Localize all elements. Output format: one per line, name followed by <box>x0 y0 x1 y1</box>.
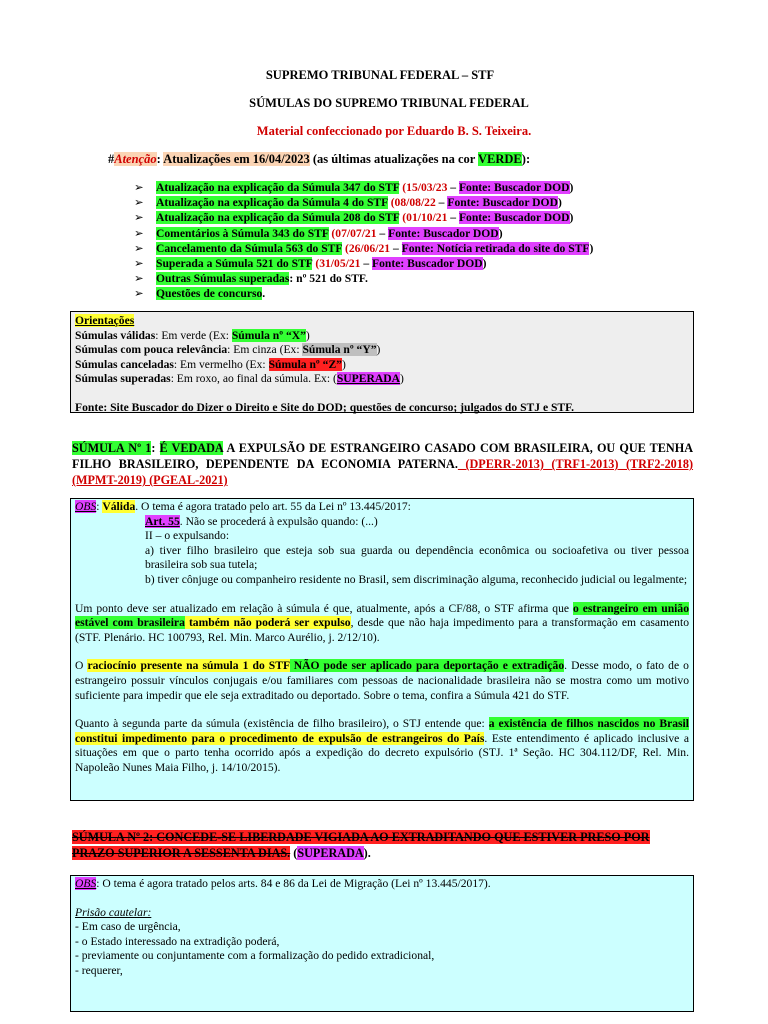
paragraph: O raciocínio presente na súmula 1 do STF NÃO pode ser aplicado para deportação e extradição. Desse modo, o fato de o estrangeiro possuir vínculos conjugais e/ou familiares com pessoas de nacionalidade brasileira não se mostra como um motivo suficiente para impedir que ele seja extraditado ou deportado. Sobre o tema, confira a Súmula 421 do STF. <box>75 659 689 702</box>
paragraph: Quanto à segunda parte da súmula (existência de filho brasileiro), o STJ entende que: a existência de filhos nascidos no Brasil constitui impedimento para o procedimento de expulsão de estrangeiros do País. Este entendimento é aplicado inclusive a situações em que o parto tenha ocorrido após a expedição do decreto expulsório (STJ. 1ª Seção. HC 304.112/DF, Rel. Min. Napoleão Nunes Maia Filho, j. 14/10/2015). <box>75 717 689 774</box>
legend-low: Súmulas com pouca relevância: Em cinza (Ex: Súmula nº “Y”) <box>75 343 381 357</box>
valid-badge: Válida <box>102 500 136 513</box>
list-item: ➢ Superada a Súmula 521 do STF (31/05/21 – Fonte: Buscador DOD) <box>134 257 487 271</box>
list-item: - requerer, <box>75 963 123 977</box>
list-item: ➢ Questões de concurso. <box>134 287 266 301</box>
legend-valid: Súmulas válidas: Em verde (Ex: Súmula nº “X”) <box>75 328 310 342</box>
list-item: ➢ Cancelamento da Súmula 563 do STF (26/06/21 – Fonte: Notícia retirada do site do STF) <box>134 241 594 255</box>
list-item: - o Estado interessado na extradição poderá, <box>75 934 280 948</box>
prison-title: Prisão cautelar: <box>75 905 152 919</box>
updates-list <box>134 180 593 302</box>
list-item: ➢ Atualização na explicação da Súmula 4 do STF (08/08/22 – Fonte: Buscador DOD) <box>134 196 562 210</box>
author-credit: Material confeccionado por Eduardo B. S. Teixeira. <box>256 124 532 138</box>
sumula-1-notes: OBS: Válida. O tema é agora tratado pelo art. 55 da Lei nº 13.445/2017: Art. 55. Não se procederá à expulsão quando: (...) II – o expulsando: a) tiver filho brasileiro que esteja sob sua guarda ou dependência econômica ou socioafetiva ou tiver pessoa brasileira sob sua tutela; b) tiver cônjuge ou companheiro residente no Brasil, sem discriminação alguma, reconhecido judicial ou legalmente; Um ponto deve ser atualizado em relação à súmula é que, atualmente, após a CF/88, o STF afirma que o estrangeiro em união estável com brasileira também não poderá ser expulso, desde que não haja impedimento para a transformação em casamento (STF. Plenário. HC 100793, Rel. Min. Marco Aurélio, j. 2/12/10). O raciocínio presente na súmula 1 do STF NÃO pode ser aplicado para deportação e extradição. Desse modo, o fato de o estrangeiro possuir vínculos conjugais e/ou familiares com pessoas de nacionalidade brasileira não se mostra como um motivo suficiente para impedir que ele seja extraditado ou deportado. Sobre o tema, confira a Súmula 421 do STF. Quanto à segunda parte da súmula (existência de filho brasileiro), o STJ entende que: a existência de filhos nascidos no Brasil constitui impedimento para o procedimento de expulsão de estrangeiros do País. Este entendimento é aplicado inclusive a situações em que o parto tenha ocorrido após a expedição do decreto expulsório (STJ. 1ª Seção. HC 304.112/DF, Rel. Min. Napoleão Nunes Maia Filho, j. 14/10/2015). <box>70 498 694 801</box>
arrow-bullet-icon: ➢ <box>134 241 144 255</box>
arrow-bullet-icon: ➢ <box>134 181 144 194</box>
arrow-bullet-icon: ➢ <box>134 226 144 240</box>
list-item: ➢ Atualização na explicação da Súmula 347 do STF (15/03/23 – Fonte: Buscador DOD) <box>134 181 574 194</box>
exam-tag: (MPMT-2019) <box>72 473 147 487</box>
sumula-1-heading: SÚMULA Nº 1: É VEDADA A EXPULSÃO DE ESTRANGEIRO CASADO COM BRASILEIRA, OU QUE TENHA FILHO BRASILEIRO, DEPENDENTE DA ECONOMIA PATERNA. (DPERR-2013) (TRF1-2013) (TRF2-2018) (MPMT-2019) (PGEAL-2021) <box>72 441 694 487</box>
paragraph: Um ponto deve ser atualizado em relação à súmula é que, atualmente, após a CF/88, o STF afirma que o estrangeiro em união estável com brasileira também não poderá ser expulso, desde que não haja impedimento para a transformação em casamento (STF. Plenário. HC 100793, Rel. Min. Marco Aurélio, j. 2/12/10). <box>75 601 689 644</box>
arrow-bullet-icon: ➢ <box>134 211 144 225</box>
document-subtitle: SÚMULAS DO SUPREMO TRIBUNAL FEDERAL <box>249 96 529 110</box>
arrow-bullet-icon: ➢ <box>134 257 144 271</box>
exam-tag: (DPERR-2013) <box>457 457 544 471</box>
color-verde: VERDE <box>478 152 522 166</box>
update-date: Atualizações em 16/04/2023 <box>163 152 310 166</box>
obs-label: OBS <box>75 877 97 890</box>
list-item: ➢ Outras Súmulas superadas: nº 521 do STF. <box>134 272 368 286</box>
sumula-2-notes: OBS: O tema é agora tratado pelos arts. 84 e 86 da Lei de Migração (Lei nº 13.445/2017). Prisão cautelar: - Em caso de urgência, - o Estado interessado na extradição poderá, - previamente ou conjuntamente com a formalização do pedido extradicional, - requerer, <box>70 875 694 1012</box>
legend-superseded: Súmulas superadas: Em roxo, ao final da súmula. Ex: (SUPERADA) <box>75 372 404 386</box>
obs-label: OBS <box>75 500 97 513</box>
list-item: - Em caso de urgência, <box>75 920 181 934</box>
list-item: ➢ Atualização na explicação da Súmula 208 do STF (01/10/21 – Fonte: Buscador DOD) <box>134 211 574 225</box>
guidelines-box <box>70 311 694 413</box>
guidelines-title: Orientações <box>75 314 135 327</box>
arrow-bullet-icon: ➢ <box>134 196 144 210</box>
superseded-badge: SUPERADA <box>297 846 364 860</box>
exam-tag: (TRF1-2013) <box>543 457 619 471</box>
list-item: - previamente ou conjuntamente com a formalização do pedido extradicional, <box>75 949 435 963</box>
exam-tag: (PGEAL-2021) <box>146 473 228 487</box>
arrow-bullet-icon: ➢ <box>134 272 144 286</box>
court-title: SUPREMO TRIBUNAL FEDERAL – STF <box>265 68 495 82</box>
sumula-2-heading: SÚMULA Nº 2: CONCEDE-SE LIBERDADE VIGIADA AO EXTRADITANDO QUE ESTIVER PRESO POR PRAZO SUPERIOR A SESSENTA DIAS. (SUPERADA). <box>72 830 650 860</box>
exam-tag: (TRF2-2018) <box>618 457 694 471</box>
source-line: Fonte: Site Buscador do Dizer o Direito e Site do DOD; questões de concurso; julgados do STJ e STF. <box>75 400 575 414</box>
attention-word: Atenção <box>114 152 157 166</box>
list-item: ➢ Comentários à Súmula 343 do STF (07/07/21 – Fonte: Buscador DOD) <box>134 226 503 240</box>
arrow-bullet-icon: ➢ <box>134 287 144 301</box>
attention-line: #Atenção: Atualizações em 16/04/2023 (as últimas atualizações na cor VERDE): <box>108 152 531 166</box>
legend-cancelled: Súmulas canceladas: Em vermelho (Ex: Súmula nº “Z”) <box>75 357 346 371</box>
